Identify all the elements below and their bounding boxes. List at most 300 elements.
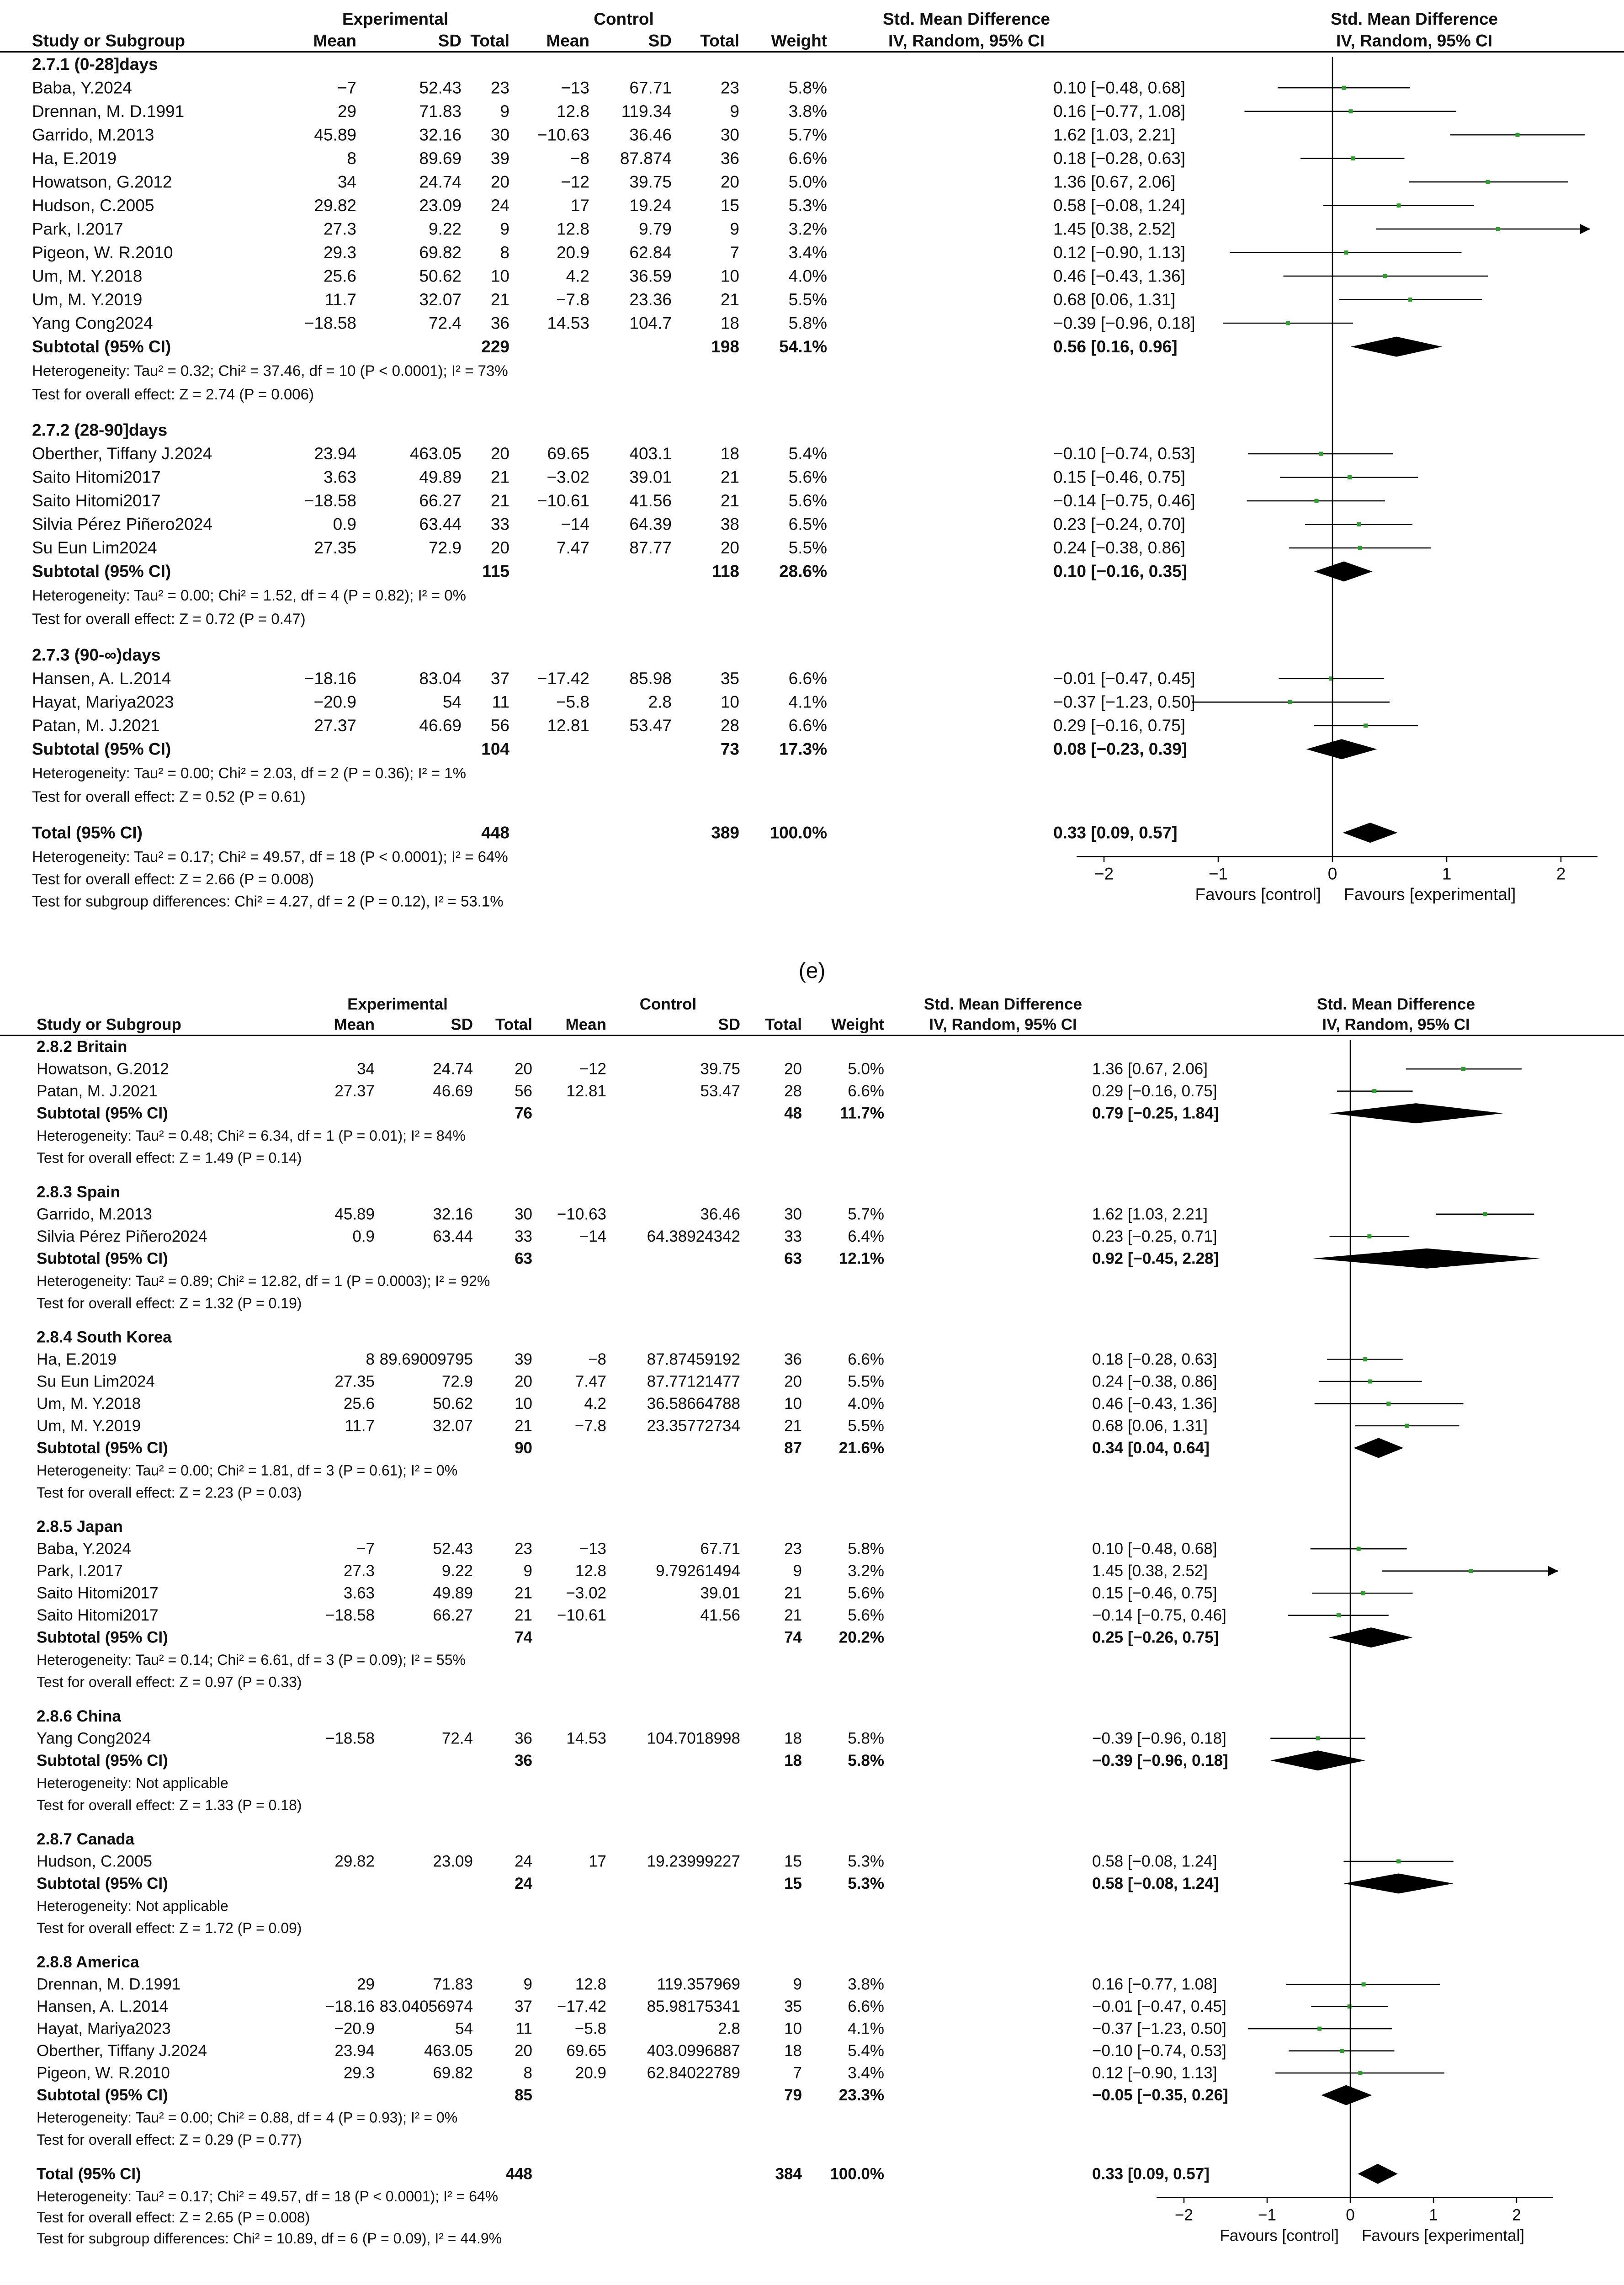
x-axis-tick-label: −2 [1094,864,1114,883]
exp-mean: 27.37 [314,716,356,735]
weight-value: 5.8% [848,1540,884,1558]
weight-value: 6.5% [788,515,827,534]
exp-sd: 46.69 [419,716,462,735]
exp-total: 448 [481,823,509,842]
exp-sd: 46.69 [433,1082,473,1100]
ctl-sd: 87.874 [620,149,672,168]
exp-mean: 45.89 [314,125,356,144]
exp-sd: 49.89 [419,468,462,487]
ctl-sd: 39.01 [700,1584,740,1602]
exp-mean: 34 [337,172,356,191]
summary-diamond [1329,1627,1413,1647]
exp-total: 74 [515,1628,532,1647]
col-study: Study or Subgroup [37,1015,181,1034]
weight-value: 5.4% [788,444,827,463]
point-estimate [1397,203,1401,207]
ctl-mean: −8 [570,149,589,168]
heterogeneity-note: Heterogeneity: Tau² = 0.89; Chi² = 12.82, df = 1 (P = 0.0003); I² = 92% [37,1272,490,1289]
ctl-mean: 20.9 [556,243,589,262]
heterogeneity-note: Test for overall effect: Z = 0.97 (P = 0.33) [37,1674,302,1690]
ctl-total: 198 [711,337,739,356]
weight-value: 3.4% [848,2064,884,2082]
subgroup-title: 2.8.3 Spain [37,1183,120,1201]
exp-total: 8 [500,243,509,262]
subgroup-title: 2.7.2 (28-90]days [32,420,168,440]
ctl-mean: −10.63 [537,125,589,144]
heterogeneity-note: Test for overall effect: Z = 2.74 (P = 0.006) [32,385,314,403]
exp-total: 20 [490,172,509,191]
favours-control-label: Favours [control] [1195,885,1321,904]
exp-total: 20 [515,2042,532,2060]
exp-total: 21 [490,290,509,309]
ctl-mean: −12 [561,172,589,191]
summary-diamond [1313,1249,1540,1269]
ctl-sd: 53.47 [700,1082,740,1100]
ctl-sd: 41.56 [700,1606,740,1625]
ctl-total: 15 [720,196,739,215]
total-note: Heterogeneity: Tau² = 0.17; Chi² = 49.57, df = 18 (P < 0.0001); I² = 64% [32,848,508,865]
weight-value: 5.5% [788,290,827,309]
exp-mean: 29 [337,101,356,121]
ctl-total: 63 [784,1249,802,1268]
study-name: Pigeon, W. R.2010 [32,243,173,262]
exp-mean: −20.9 [313,692,356,712]
exp-mean: 29.82 [334,1852,375,1871]
heterogeneity-note: Test for overall effect: Z = 1.72 (P = 0.09) [37,1919,302,1936]
ctl-total: 18 [784,1751,802,1770]
exp-sd: 69.82 [419,243,462,262]
weight-value: 3.8% [788,101,827,121]
exp-sd: 463.05 [409,444,462,463]
ci-text: 0.29 [−0.16, 0.75] [1053,716,1186,735]
ci-text: −0.01 [−0.47, 0.45] [1053,669,1195,688]
ci-text: −0.10 [−0.74, 0.53] [1053,444,1195,463]
ci-text: 0.23 [−0.25, 0.71] [1092,1227,1217,1245]
study-name: Hansen, A. L.2014 [32,669,171,688]
summary-diamond [1314,561,1373,581]
exp-mean: 29.3 [343,2064,375,2082]
subtotal-label: Subtotal (95% CI) [37,2086,168,2104]
ctl-sd: 36.59 [629,266,672,286]
ci-text: 1.45 [0.38, 2.52] [1053,219,1176,239]
point-estimate [1340,2049,1344,2053]
point-estimate [1362,1982,1366,1987]
col-ctl-mean: Mean [565,1015,606,1034]
ci-text: 0.16 [−0.77, 1.08] [1053,101,1186,121]
point-estimate [1349,109,1353,113]
subgroup-title: 2.7.1 (0-28]days [32,54,158,74]
exp-total: 20 [490,444,509,463]
ctl-mean: −13 [561,78,589,97]
study-name: Oberther, Tiffany J.2024 [37,2042,207,2060]
ctl-total: 21 [784,1584,802,1602]
ci-text: 0.25 [−0.26, 0.75] [1092,1628,1219,1647]
weight-value: 28.6% [779,562,827,581]
summary-diamond [1351,337,1442,357]
ctl-total: 10 [720,692,739,712]
favours-experimental-label: Favours [experimental] [1344,885,1516,904]
exp-mean: 25.6 [323,266,356,286]
exp-sd: 72.4 [441,1729,473,1748]
point-estimate [1405,1424,1409,1428]
study-name: Drennan, M. D.1991 [32,101,185,121]
weight-value: 23.3% [839,2086,884,2104]
ctl-sd: 53.47 [629,716,672,735]
ci-arrow [1548,1566,1558,1576]
ctl-mean: −13 [579,1540,606,1558]
ci-text: −0.14 [−0.75, 0.46] [1053,491,1195,510]
ctl-total: 21 [784,1417,802,1435]
subtotal-label: Subtotal (95% CI) [37,1751,168,1770]
exp-sd: 63.44 [433,1227,473,1245]
exp-total: 21 [515,1606,532,1625]
study-name: Pigeon, W. R.2010 [37,2064,170,2082]
ci-text: 0.58 [−0.08, 1.24] [1092,1852,1217,1871]
exp-sd: 89.69009795 [379,1350,473,1368]
weight-value: 5.7% [788,125,827,144]
exp-mean: 27.3 [323,219,356,239]
weight-value: 3.8% [848,1975,884,1993]
exp-sd: 54 [442,692,462,712]
study-name: Baba, Y.2024 [37,1540,131,1558]
weight-value: 11.7% [839,1104,884,1122]
ctl-total: 9 [730,219,739,239]
point-estimate [1364,723,1368,728]
exp-mean: 0.9 [352,1227,375,1245]
point-estimate [1344,250,1348,255]
ctl-mean: −3.02 [566,1584,606,1602]
ctl-total: 23 [720,78,739,97]
summary-diamond [1306,739,1377,759]
subtotal-label: Subtotal (95% CI) [37,1874,168,1892]
study-name: Um, M. Y.2018 [37,1394,141,1413]
exp-total: 63 [515,1249,532,1268]
point-estimate [1483,1212,1487,1216]
weight-value: 6.6% [788,669,827,688]
weight-value: 4.1% [788,692,827,712]
point-estimate [1358,546,1362,550]
exp-sd: 54 [455,2019,473,2038]
weight-value: 4.0% [848,1394,884,1413]
exp-mean: 23.94 [314,444,356,463]
exp-total: 33 [515,1227,532,1245]
ctl-sd: 64.38924342 [647,1227,740,1245]
x-axis-tick-label: 1 [1429,2206,1438,2224]
total-note: Test for overall effect: Z = 2.66 (P = 0.008) [32,870,314,887]
ci-text: 0.16 [−0.77, 1.08] [1092,1975,1217,1993]
ctl-total: 18 [784,2042,802,2060]
study-name: Hudson, C.2005 [32,196,154,215]
ci-text: 1.36 [0.67, 2.06] [1053,172,1176,191]
ctl-mean: 14.53 [566,1729,606,1748]
summary-diamond [1358,2164,1397,2184]
ci-text: 0.79 [−0.25, 1.84] [1092,1104,1219,1122]
exp-mean: 27.35 [334,1372,375,1391]
ctl-mean: −5.8 [574,2019,606,2038]
ctl-total: 35 [720,669,739,688]
header-experimental: Experimental [347,995,448,1013]
weight-value: 5.3% [848,1874,884,1892]
ctl-total: 73 [720,739,739,759]
weight-value: 6.6% [788,716,827,735]
point-estimate [1319,452,1323,456]
ctl-sd: 39.01 [629,468,672,487]
ctl-mean: 12.81 [566,1082,606,1100]
ctl-total: 389 [711,823,739,842]
heterogeneity-note: Heterogeneity: Not applicable [37,1897,228,1914]
ci-text: −0.37 [−1.23, 0.50] [1053,692,1195,712]
point-estimate [1357,522,1361,526]
col-weight: Weight [771,31,827,50]
exp-mean: 25.6 [343,1394,375,1413]
exp-total: 36 [490,314,509,333]
study-name: Drennan, M. D.1991 [37,1975,181,1993]
exp-mean: 34 [357,1060,375,1078]
ctl-mean: −12 [579,1060,606,1078]
study-name: Su Eun Lim2024 [37,1372,155,1391]
weight-value: 5.5% [788,538,827,558]
study-name: Um, M. Y.2018 [32,266,143,286]
study-name: Garrido, M.2013 [37,1205,152,1223]
exp-total: 90 [515,1439,532,1457]
point-estimate [1383,274,1387,278]
exp-mean: 29.3 [323,243,356,262]
exp-total: 9 [523,1562,532,1580]
ci-text: −0.39 [−0.96, 0.18] [1092,1729,1226,1748]
ci-text: 0.18 [−0.28, 0.63] [1092,1350,1217,1368]
ctl-total: 36 [720,149,739,168]
total-note: Test for subgroup differences: Chi² = 10.89, df = 6 (P = 0.09), I² = 44.9% [37,2230,502,2247]
exp-sd: 24.74 [419,172,462,191]
ci-text: −0.05 [−0.35, 0.26] [1092,2086,1228,2104]
weight-value: 21.6% [839,1439,884,1457]
col-plot-ci: IV, Random, 95% CI [1322,1015,1470,1034]
exp-mean: 3.63 [323,468,356,487]
ctl-total: 9 [730,101,739,121]
exp-total: 11 [492,692,509,712]
ctl-total: 18 [720,444,739,463]
weight-value: 54.1% [779,337,827,356]
exp-mean: −18.16 [304,669,356,688]
exp-mean: 23.94 [334,2042,375,2060]
exp-total: 9 [500,219,509,239]
weight-value: 3.2% [848,1562,884,1580]
exp-sd: 32.07 [419,290,462,309]
ci-text: −0.39 [−0.96, 0.18] [1053,314,1195,333]
exp-total: 10 [490,266,509,286]
exp-sd: 63.44 [419,515,462,534]
exp-mean: 11.7 [324,290,356,309]
heterogeneity-note: Test for overall effect: Z = 2.23 (P = 0.03) [37,1484,302,1501]
exp-sd: 50.62 [433,1394,473,1413]
ci-text: −0.39 [−0.96, 0.18] [1092,1751,1228,1770]
ctl-total: 21 [720,290,739,309]
point-estimate [1348,2004,1352,2009]
ctl-sd: 85.98175341 [647,1998,740,2016]
subtotal-label: Subtotal (95% CI) [37,1628,168,1647]
ctl-mean: 4.2 [566,266,589,286]
exp-total: 104 [481,739,509,759]
ctl-mean: −17.42 [537,669,589,688]
weight-value: 3.4% [788,243,827,262]
ctl-total: 20 [784,1060,802,1078]
ci-text: 0.58 [−0.08, 1.24] [1092,1874,1219,1892]
study-name: Howatson, G.2012 [32,172,172,191]
exp-total: 56 [515,1082,532,1100]
ctl-mean: −7.8 [556,290,589,309]
ctl-mean: 12.8 [556,219,589,239]
ctl-total: 79 [784,2086,802,2104]
subtotal-label: Total (95% CI) [32,823,143,842]
ctl-total: 21 [784,1606,802,1625]
weight-value: 6.6% [788,149,827,168]
ctl-mean: 69.65 [547,444,589,463]
exp-total: 33 [490,515,509,534]
ctl-mean: 14.53 [547,314,589,333]
total-note: Heterogeneity: Tau² = 0.17; Chi² = 49.57, df = 18 (P < 0.0001); I² = 64% [37,2188,499,2205]
exp-total: 21 [490,468,509,487]
ctl-total: 48 [784,1104,802,1122]
point-estimate [1363,1357,1367,1361]
summary-diamond [1270,1750,1365,1770]
ctl-sd: 119.34 [621,101,672,121]
point-estimate [1368,1379,1372,1383]
ctl-mean: −5.8 [556,692,589,712]
ctl-sd: 39.75 [629,172,672,191]
weight-value: 5.7% [848,1205,884,1223]
header-experimental: Experimental [342,10,449,28]
study-name: Ha, E.2019 [32,149,117,168]
ci-text: 0.23 [−0.24, 0.70] [1053,515,1186,534]
subgroup-title: 2.8.6 China [37,1707,121,1725]
weight-value: 5.6% [848,1606,884,1625]
heterogeneity-note: Heterogeneity: Tau² = 0.48; Chi² = 6.34, df = 1 (P = 0.01); I² = 84% [37,1127,466,1144]
col-ctl-mean: Mean [546,31,589,50]
ctl-sd: 19.24 [629,196,672,215]
exp-sd: 71.83 [433,1975,473,1993]
subtotal-label: Subtotal (95% CI) [32,337,171,356]
exp-mean: 29.82 [314,196,356,215]
ctl-mean: −3.02 [547,468,589,487]
exp-total: 229 [481,337,509,356]
subtotal-label: Subtotal (95% CI) [37,1249,168,1268]
exp-sd: 72.9 [441,1372,473,1391]
study-name: Silvia Pérez Piñero2024 [32,515,212,534]
header-smd-plot: Std. Mean Difference [1331,10,1498,28]
ci-text: 0.56 [0.16, 0.96] [1053,337,1178,356]
ci-text: −0.01 [−0.47, 0.45] [1092,1998,1226,2016]
heterogeneity-note: Test for overall effect: Z = 0.52 (P = 0.61) [32,788,306,805]
ctl-mean: −17.42 [557,1998,606,2016]
col-ctl-sd: SD [718,1015,740,1034]
ctl-mean: −10.63 [557,1205,606,1223]
subgroup-title: 2.8.4 South Korea [37,1328,172,1346]
exp-total: 21 [515,1417,532,1435]
ctl-total: 35 [784,1998,802,2016]
ctl-mean: −14 [561,515,589,534]
ctl-mean: 7.47 [575,1372,606,1391]
exp-mean: −7 [356,1540,375,1558]
ci-text: 0.58 [−0.08, 1.24] [1053,196,1186,215]
ctl-mean: 4.2 [584,1394,606,1413]
ctl-mean: 12.8 [575,1562,606,1580]
heterogeneity-note: Test for overall effect: Z = 0.72 (P = 0.47) [32,610,306,627]
ctl-mean: 69.65 [566,2042,606,2060]
ctl-sd: 403.1 [629,444,672,463]
header-control: Control [639,995,697,1013]
ctl-total: 20 [784,1372,802,1391]
point-estimate [1351,156,1355,160]
ctl-sd: 403.0996887 [647,2042,740,2060]
x-axis-tick-label: 1 [1442,864,1452,883]
ctl-sd: 41.56 [629,491,672,510]
subtotal-label: Subtotal (95% CI) [32,562,171,581]
exp-sd: 32.07 [433,1417,473,1435]
ctl-sd: 9.79 [638,219,672,239]
study-name: Hayat, Mariya2023 [32,692,174,712]
col-exp-sd: SD [451,1015,473,1034]
ctl-sd: 87.77121477 [647,1372,740,1391]
exp-mean: 27.35 [314,538,356,558]
weight-value: 4.0% [788,266,827,286]
ci-text: 0.33 [0.09, 0.57] [1092,2165,1210,2183]
study-name: Oberther, Tiffany J.2024 [32,444,212,463]
subtotal-label: Subtotal (95% CI) [32,739,171,759]
ci-text: −0.14 [−0.75, 0.46] [1092,1606,1226,1625]
study-name: Um, M. Y.2019 [32,290,143,309]
ctl-sd: 36.46 [700,1205,740,1223]
point-estimate [1315,499,1319,503]
ctl-total: 18 [720,314,739,333]
ctl-mean: 12.8 [556,101,589,121]
ctl-sd: 104.7018998 [647,1729,740,1748]
heterogeneity-note: Heterogeneity: Tau² = 0.00; Chi² = 0.88, df = 4 (P = 0.93); I² = 0% [37,2109,458,2126]
weight-value: 5.4% [848,2042,884,2060]
ctl-sd: 36.58664788 [647,1394,740,1413]
weight-value: 20.2% [839,1628,884,1647]
ctl-total: 28 [720,716,739,735]
x-axis-tick-label: 0 [1346,2206,1355,2224]
study-name: Patan, M. J.2021 [37,1082,158,1100]
heterogeneity-note: Test for overall effect: Z = 1.32 (P = 0.19) [37,1295,302,1312]
weight-value: 3.2% [788,219,827,239]
x-axis-tick-label: −1 [1258,2206,1276,2224]
weight-value: 5.5% [848,1372,884,1391]
exp-total: 9 [523,1975,532,1993]
x-axis-tick-label: −2 [1175,2206,1193,2224]
exp-sd: 9.22 [441,1562,473,1580]
ctl-total: 7 [793,2064,802,2082]
exp-total: 39 [515,1350,532,1368]
ci-text: 0.10 [−0.16, 0.35] [1053,562,1188,581]
exp-mean: −18.58 [325,1606,375,1625]
ctl-total: 38 [720,515,739,534]
ctl-mean: −10.61 [537,491,589,510]
exp-sd: 71.83 [419,101,462,121]
ctl-total: 21 [720,468,739,487]
heterogeneity-note: Heterogeneity: Tau² = 0.00; Chi² = 1.52, df = 4 (P = 0.82); I² = 0% [32,587,466,604]
point-estimate [1461,1067,1465,1071]
exp-total: 56 [490,716,509,735]
col-exp-mean: Mean [334,1015,375,1034]
heterogeneity-note: Test for overall effect: Z = 1.49 (P = 0.14) [37,1149,302,1166]
subgroup-title: 2.8.5 Japan [37,1518,123,1536]
ci-text: 0.10 [−0.48, 0.68] [1092,1540,1217,1558]
study-name: Park, I.2017 [32,219,123,239]
ci-text: 0.24 [−0.38, 0.86] [1092,1372,1217,1391]
point-estimate [1361,1591,1365,1595]
x-axis-tick-label: 0 [1327,864,1337,883]
